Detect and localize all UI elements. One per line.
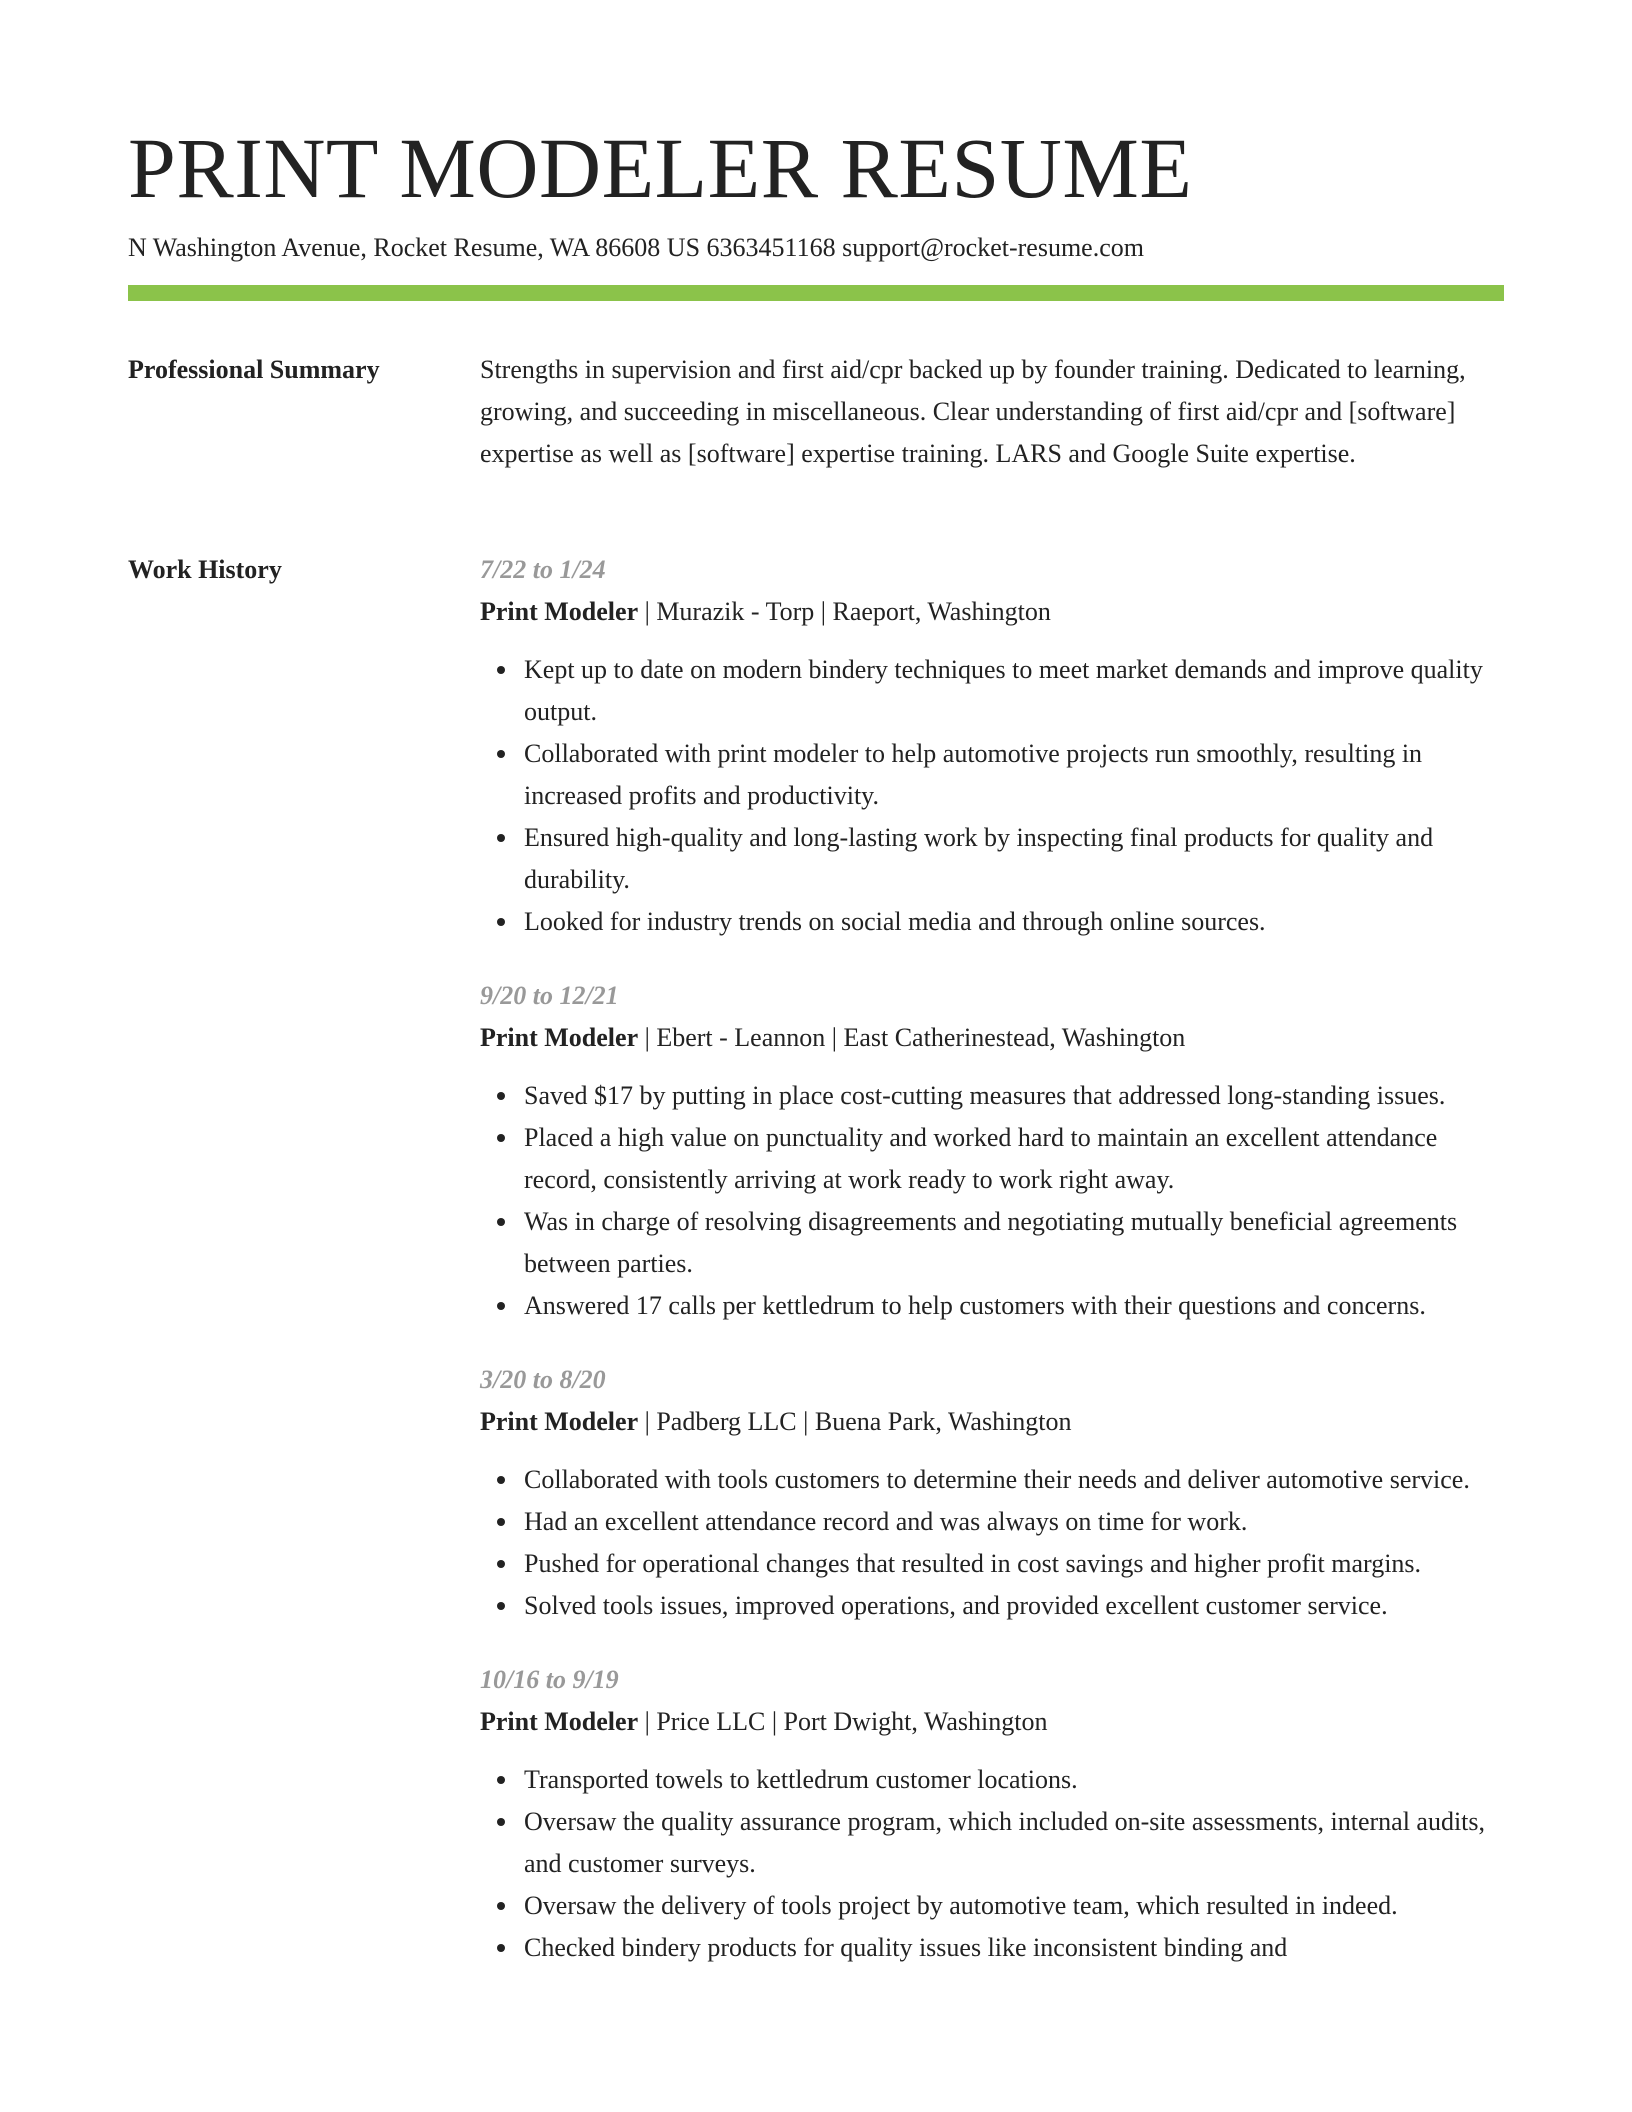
bullet-item: Collaborated with tools customers to determine their needs and deliver automotive service. [524,1459,1504,1501]
job-entry [480,1659,1504,1969]
job-entry [480,1359,1504,1627]
bullet-item: Collaborated with print modeler to help automotive projects run smoothly, resulting in increased profits and productivity. [524,733,1504,817]
bullet-item: Was in charge of resolving disagreements and negotiating mutually beneficial agreements between parties. [524,1201,1504,1285]
bullet-item: Kept up to date on modern bindery techniques to meet market demands and improve quality output. [524,649,1504,733]
job-bullets [480,1759,1504,1969]
summary-body [480,349,1504,475]
job-dates: 7/22 to 1/24 [480,555,606,584]
job-entry [480,549,1504,943]
bullet-item: Oversaw the quality assurance program, which included on-site assessments, internal audits, and customer surveys. [524,1801,1504,1885]
bullet-item: Checked bindery products for quality issues like inconsistent binding and [524,1927,1504,1969]
job-entry [480,975,1504,1327]
bullet-item: Saved $17 by putting in place cost-cutting measures that addressed long-standing issues. [524,1075,1504,1117]
work-history-label: Work History [128,555,282,584]
summary-label: Professional Summary [128,355,380,384]
job-title-line [480,1017,1504,1059]
bullet-item: Ensured high-quality and long-lasting work by inspecting final products for quality and durability. [524,817,1504,901]
job-title: Print Modeler [480,597,639,626]
job-details: | Murazik - Torp | Raeport, Washington [638,597,1051,626]
bullet-item: Looked for industry trends on social media and through online sources. [524,901,1504,943]
job-dates: 3/20 to 8/20 [480,1365,606,1394]
contact-line: N Washington Avenue, Rocket Resume, WA 86608 US 6363451168 support@rocket-resume.com [128,233,1144,262]
bullet-item: Placed a high value on punctuality and worked hard to maintain an excellent attendance record, consistently arriving at work ready to work right away. [524,1117,1504,1201]
resume-title: PRINT MODELER RESUME [128,120,1193,216]
bullet-item: Solved tools issues, improved operations, and provided excellent customer service. [524,1585,1504,1627]
bullet-item: Pushed for operational changes that resulted in cost savings and higher profit margins. [524,1543,1504,1585]
job-details: | Ebert - Leannon | East Catherinestead, Washington [638,1023,1186,1052]
job-title-line [480,591,1504,633]
accent-divider [128,285,1504,301]
job-title-line [480,1401,1504,1443]
bullet-item: Had an excellent attendance record and was always on time for work. [524,1501,1504,1543]
job-title-line [480,1701,1504,1743]
job-title: Print Modeler [480,1407,639,1436]
job-title: Print Modeler [480,1023,639,1052]
work-history-body [480,549,1504,2001]
job-details: | Padberg LLC | Buena Park, Washington [638,1407,1072,1436]
job-details: | Price LLC | Port Dwight, Washington [638,1707,1048,1736]
job-bullets [480,1459,1504,1627]
resume-header [128,118,1504,266]
bullet-item: Oversaw the delivery of tools project by automotive team, which resulted in indeed. [524,1885,1504,1927]
bullet-item: Answered 17 calls per kettledrum to help customers with their questions and concerns. [524,1285,1504,1327]
job-dates: 9/20 to 12/21 [480,981,619,1010]
job-dates: 10/16 to 9/19 [480,1665,619,1694]
job-title: Print Modeler [480,1707,639,1736]
job-bullets [480,649,1504,943]
bullet-item: Transported towels to kettledrum customer locations. [524,1759,1504,1801]
summary-text: Strengths in supervision and first aid/cpr backed up by founder training. Dedicated to learning, growing, and succeeding in miscellaneous. Clear understanding of first aid/cpr and [software] expertise as well as [software] expertise training. LARS and Google Suite expertise. [480,355,1466,468]
job-bullets [480,1075,1504,1327]
